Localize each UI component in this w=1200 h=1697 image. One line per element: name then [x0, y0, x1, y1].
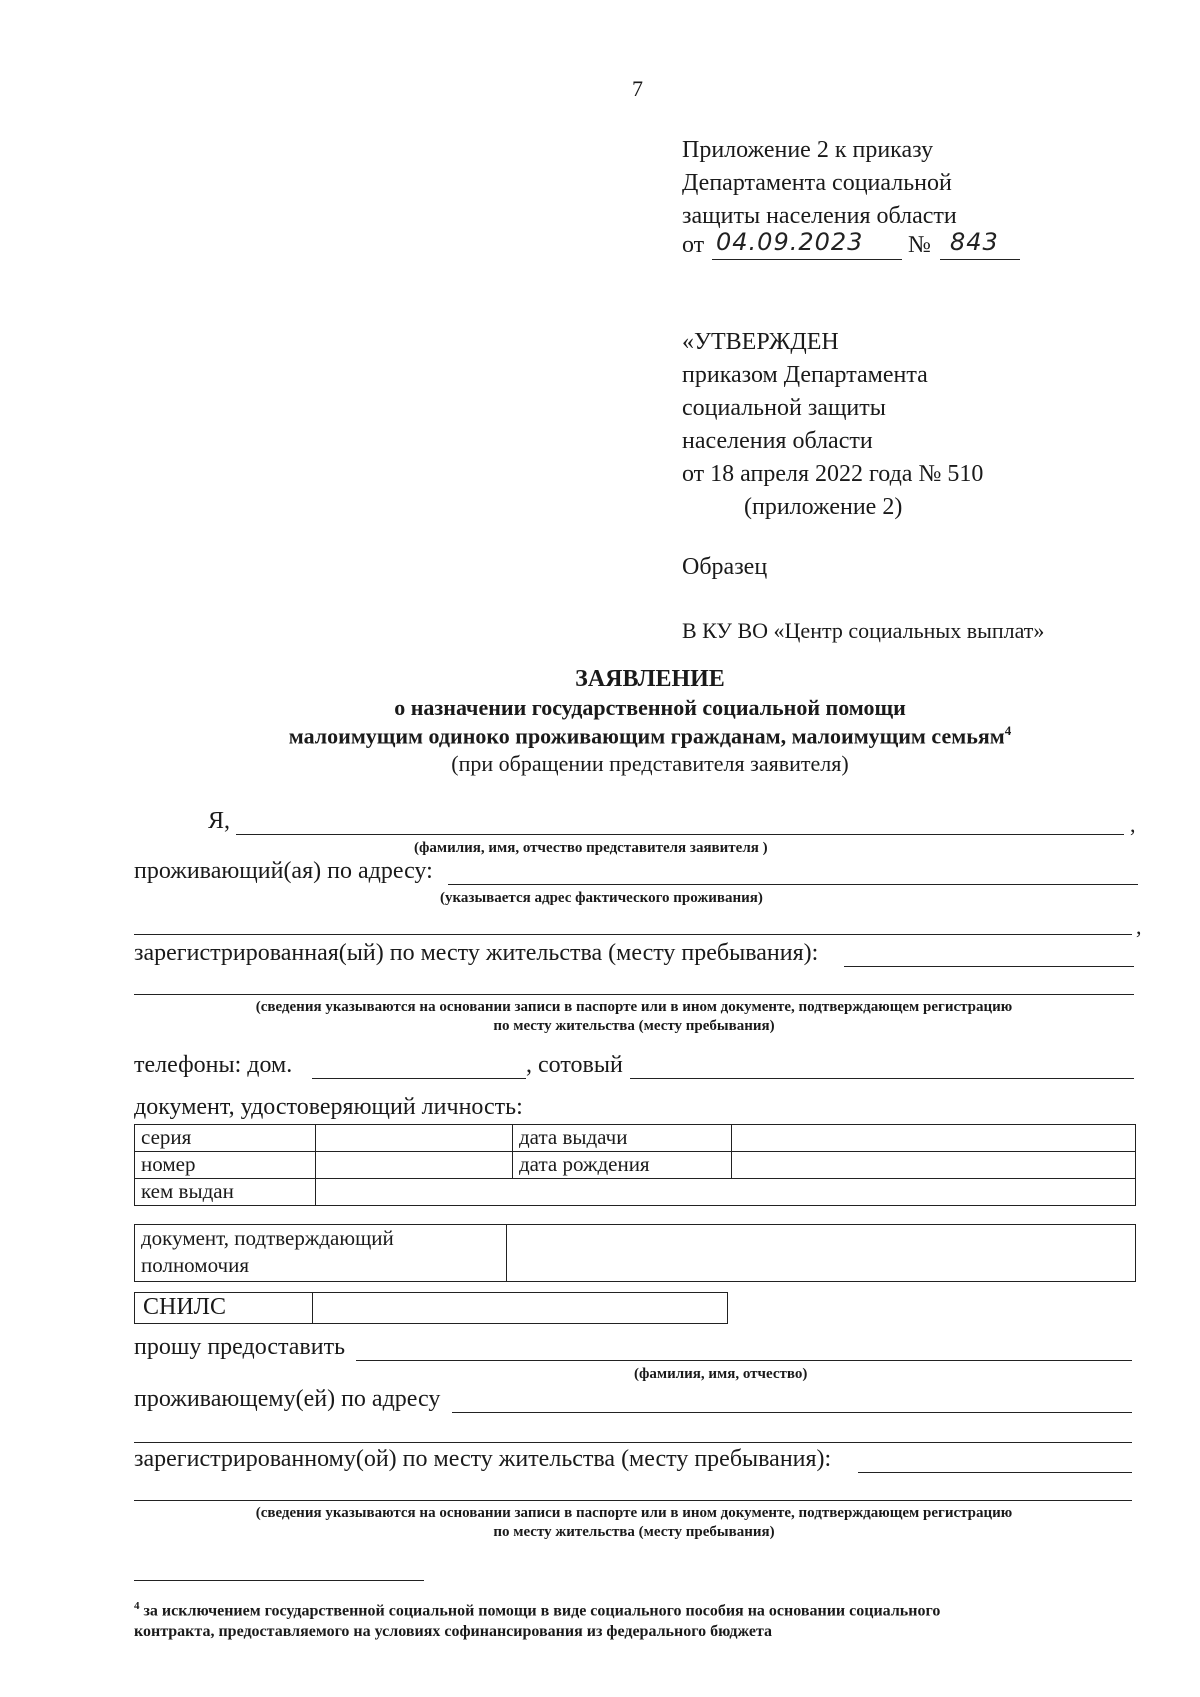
appendix-from-label: от [682, 232, 705, 258]
mobile-label: , сотовый [526, 1052, 623, 1078]
authority-document-box [134, 1224, 1136, 1282]
registered-field-line-2[interactable] [134, 994, 1134, 995]
title-line-1: о назначении государственной социальной помощи [394, 695, 906, 720]
table-row [135, 1179, 1136, 1206]
title-footnote-mark: 4 [1004, 723, 1012, 738]
representative-name-hint: (фамилия, имя, отчество представителя заявителя ) [414, 840, 768, 856]
sample-label: Образец [682, 554, 768, 580]
footnote [134, 1596, 1134, 1642]
recipient-hint-1: (сведения указываются на основании записи в паспорте или в ином документе, подтверждающем регистрацию [255, 1505, 1013, 1521]
registered-label: зарегистрированная(ый) по месту жительства (месту пребывания): [134, 940, 819, 966]
i-label: Я, [208, 808, 231, 834]
approved-line-4: населения области [682, 428, 873, 454]
table-row [135, 1152, 1136, 1179]
recipient-address-field-line-2[interactable] [134, 1442, 1132, 1443]
comma-2: , [1136, 914, 1142, 939]
id-document-label: документ, удостоверяющий личность: [134, 1094, 523, 1120]
recipient-address-label: проживающему(ей) по адресу [134, 1386, 441, 1412]
snils-box [134, 1292, 728, 1324]
recipient-registered-field[interactable] [858, 1472, 1132, 1473]
recipient-name-field[interactable] [356, 1360, 1132, 1361]
table-row [135, 1125, 1136, 1152]
authority-document-line-2: полномочия [141, 1253, 249, 1277]
address-hint: (указывается адрес фактического проживания) [440, 890, 763, 906]
recipient-hint-2: по месту жительства (месту пребывания) [493, 1524, 775, 1540]
appendix-line-2: Департамента социальной [682, 170, 952, 196]
address-field[interactable] [448, 884, 1138, 885]
series-field[interactable] [316, 1125, 513, 1152]
approved-line-2: приказом Департамента [682, 362, 928, 388]
phones-label: телефоны: дом. [134, 1052, 293, 1078]
issued-by-field[interactable] [316, 1179, 1136, 1206]
recipient-registered-label: зарегистрированному(ой) по месту жительства (месту пребывания): [134, 1446, 832, 1472]
registered-field[interactable] [844, 966, 1134, 967]
registered-hint-2: по месту жительства (месту пребывания) [493, 1018, 775, 1034]
authority-document-label [135, 1225, 507, 1281]
home-phone-field[interactable] [312, 1078, 526, 1079]
footnote-separator [134, 1580, 424, 1581]
issued-by-label: кем выдан [135, 1179, 316, 1206]
birth-date-label: дата рождения [513, 1152, 732, 1179]
footnote-line-1 [134, 1596, 1134, 1621]
title-line-2 [140, 723, 1160, 749]
recipient-registered-field-line-2[interactable] [134, 1500, 1132, 1501]
approved-line-3: социальной защиты [682, 395, 886, 421]
issue-date-label: дата выдачи [513, 1125, 732, 1152]
registered-hint [134, 998, 1134, 1036]
representative-name-field[interactable] [236, 834, 1124, 835]
approved-line-1: «УТВЕРЖДЕН [682, 329, 839, 355]
statement-title [140, 666, 1160, 777]
recipient-registered-hint [134, 1504, 1134, 1542]
address-label: проживающий(ая) по адресу: [134, 858, 433, 884]
title-line-2-text: малоимущим одиноко проживающим гражданам, малоимущим семьям [288, 723, 1005, 749]
number-label: номер [135, 1152, 316, 1179]
approved-block [682, 326, 983, 524]
address-field-line-2[interactable] [134, 934, 1132, 935]
issue-date-field[interactable] [732, 1125, 1136, 1152]
approved-line-5: от 18 апреля 2022 года № 510 [682, 461, 984, 487]
authority-document-field[interactable] [509, 1225, 1135, 1281]
footnote-text-1: за исключением государственной социальной помощи в виде социального пособия на основании социального [143, 1602, 941, 1620]
handwritten-number: 843 [950, 228, 999, 256]
request-label: прошу предоставить [134, 1334, 346, 1360]
page-number: 7 [632, 76, 643, 101]
number-sign: № [908, 232, 931, 258]
appendix-block [682, 134, 957, 233]
approved-line-6: (приложение 2) [744, 494, 903, 520]
number-underline [940, 259, 1020, 260]
title-line-3: (при обращении представителя заявителя) [451, 751, 849, 777]
snils-label: СНИЛС [135, 1293, 313, 1323]
appendix-line-3: защиты населения области [682, 203, 957, 229]
number-field[interactable] [316, 1152, 513, 1179]
authority-document-line-1: документ, подтверждающий [141, 1226, 394, 1250]
recipient-name-hint: (фамилия, имя, отчество) [634, 1366, 808, 1382]
date-underline [712, 259, 902, 260]
appendix-line-1: Приложение 2 к приказу [682, 137, 934, 163]
title-heading: ЗАЯВЛЕНИЕ [575, 666, 725, 692]
handwritten-date: 04.09.2023 [716, 228, 864, 256]
comma: , [1130, 812, 1136, 837]
series-label: серия [135, 1125, 316, 1152]
id-document-table [134, 1124, 1136, 1206]
birth-date-field[interactable] [732, 1152, 1136, 1179]
mobile-phone-field[interactable] [630, 1078, 1134, 1079]
recipient-address-field[interactable] [452, 1412, 1132, 1413]
snils-field[interactable] [315, 1293, 727, 1323]
footnote-mark: 4 [134, 1600, 140, 1612]
registered-hint-1: (сведения указываются на основании записи в паспорте или в ином документе, подтверждающем регистрацию [255, 999, 1013, 1015]
footnote-line-2: контракта, предоставляемого на условиях софинансирования из федерального бюджета [134, 1623, 773, 1641]
addressee: В КУ ВО «Центр социальных выплат» [682, 618, 1045, 643]
